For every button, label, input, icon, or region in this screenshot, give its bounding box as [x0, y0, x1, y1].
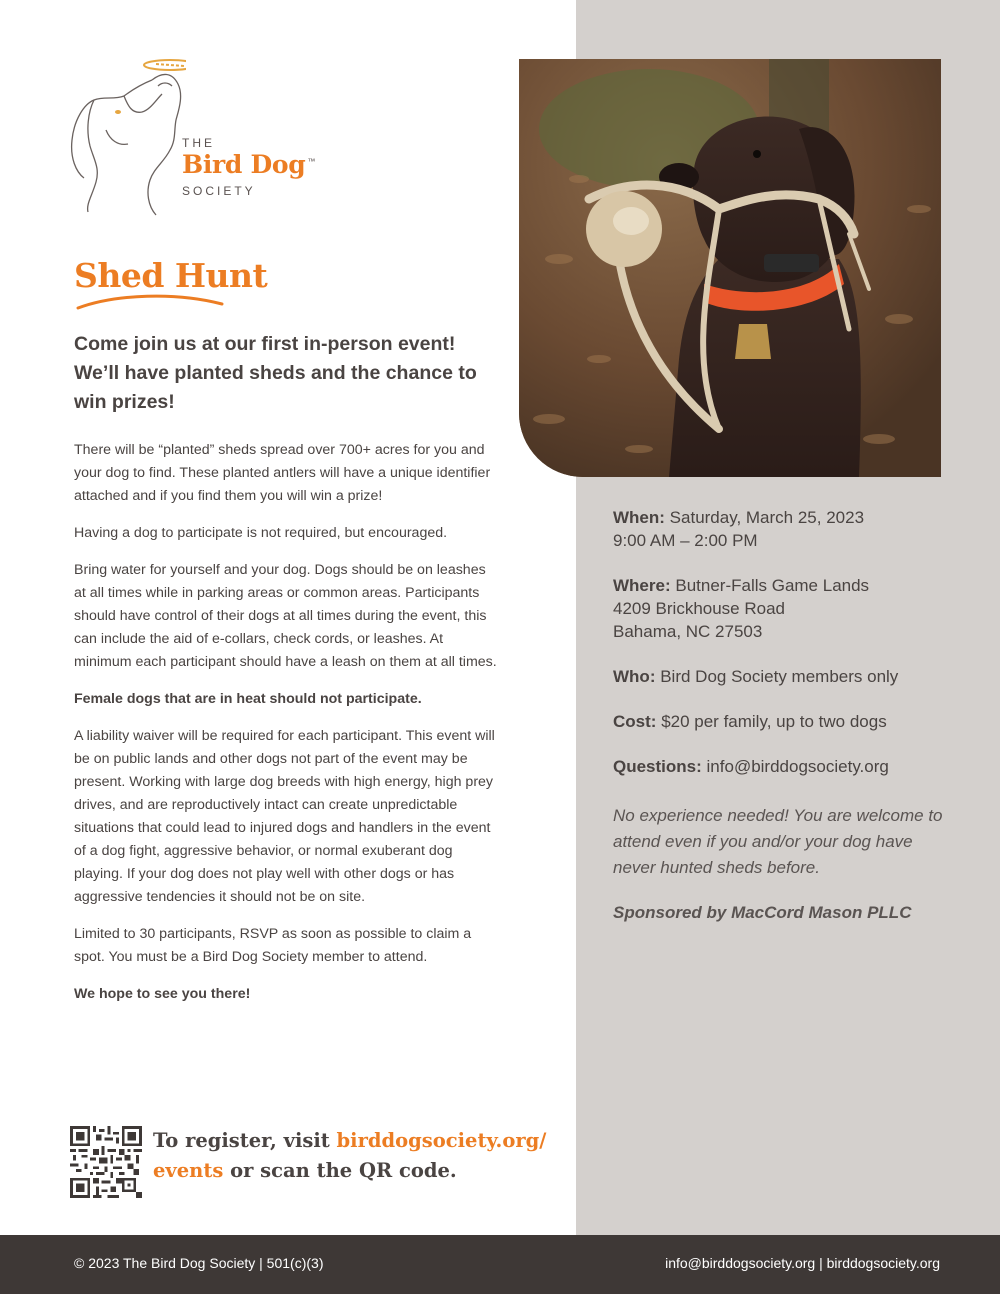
sponsor-line: Sponsored by MacCord Mason PLLC — [613, 903, 912, 922]
logo-name-text: Bird Dog ™ — [182, 150, 316, 179]
register-callout — [153, 1126, 553, 1186]
questions-email-link[interactable]: info@birddogsociety.org — [706, 757, 889, 776]
page-title: Shed Hunt — [74, 256, 268, 295]
logo-the-text: THE — [182, 136, 215, 150]
detail-who — [613, 665, 953, 688]
footer — [0, 1235, 1000, 1294]
event-description — [74, 439, 499, 1020]
intro-heading: Come join us at our first in-person event! We’ll have planted sheds and the chance to win prizes! — [74, 333, 477, 413]
paragraph-hope-to-see: We hope to see you there! — [74, 986, 251, 1002]
detail-questions — [613, 755, 953, 778]
paragraph-female-dogs: Female dogs that are in heat should not participate. — [74, 691, 422, 707]
when-time: 9:00 AM – 2:00 PM — [613, 531, 758, 550]
paragraph-dog-not-required: Having a dog to participate is not required, but encouraged. — [74, 525, 448, 541]
where-line3: Bahama, NC 27503 — [613, 622, 763, 641]
register-suffix: or scan the QR code. — [223, 1159, 457, 1182]
where-value: Butner-Falls Game Lands — [675, 576, 870, 595]
who-label: Who: — [613, 667, 656, 686]
register-prefix: To register, visit — [153, 1129, 337, 1152]
when-label: When: — [613, 508, 665, 527]
detail-when — [613, 506, 953, 552]
detail-where — [613, 574, 953, 643]
when-value: Saturday, March 25, 2023 — [669, 508, 865, 527]
paragraph-limited-participants: Limited to 30 participants, RSVP as soon as possible to claim a spot. You must be a Bird Dog Society member to attend. — [74, 926, 472, 965]
where-line2: 4209 Brickhouse Road — [613, 599, 786, 618]
paragraph-water-leashes: Bring water for yourself and your dog. Dogs should be on leashes at all times while in parking areas or common areas. Participants should have control of their dogs at all times during the event, this can include the aid of e-collars, check cords, or leashes. At minimum each participant should have a leash on them at all times. — [74, 562, 497, 670]
title-underline-swoosh — [76, 290, 226, 314]
experience-note: No experience needed! You are welcome to attend even if you and/or your dog have never hunted sheds before. — [613, 806, 943, 877]
footer-copyright: © 2023 The Bird Dog Society | 501(c)(3) — [74, 1255, 324, 1271]
footer-contact-links[interactable]: info@birddogsociety.org | birddogsociety.org — [665, 1255, 940, 1271]
questions-label: Questions: — [613, 757, 702, 776]
trademark-symbol: ™ — [307, 156, 316, 166]
where-label: Where: — [613, 576, 671, 595]
cost-label: Cost: — [613, 712, 657, 731]
detail-cost — [613, 710, 953, 733]
paragraph-planted-sheds: There will be “planted” sheds spread over 700+ acres for you and your dog to find. These planted antlers will have a unique identifier attached and if you find them you will win a prize! — [74, 442, 491, 504]
society-logo — [66, 50, 326, 220]
who-value: Bird Dog Society members only — [660, 667, 899, 686]
qr-code-icon[interactable] — [70, 1126, 142, 1198]
paragraph-liability-waiver: A liability waiver will be required for each participant. This event will be on public lands and other dogs not part of the event may be present. Working with large dog breeds with high energy, high prey drives, and are reproductively intact can create unpredictable situations that could lead to injured dogs and handlers in the event of a dog fight, aggressive behavior, or normal exuberant dog playing. If your dog does not play well with other dogs or has aggressive tendencies it should not be on site. — [74, 728, 495, 905]
event-details — [613, 506, 953, 800]
register-link[interactable]: birddogsociety.org/ events — [153, 1129, 547, 1182]
cost-value: $20 per family, up to two dogs — [661, 712, 887, 731]
logo-society-text: SOCIETY — [182, 184, 256, 198]
dog-head-logo-icon — [66, 50, 186, 220]
dog-with-antler-photo — [519, 59, 941, 477]
